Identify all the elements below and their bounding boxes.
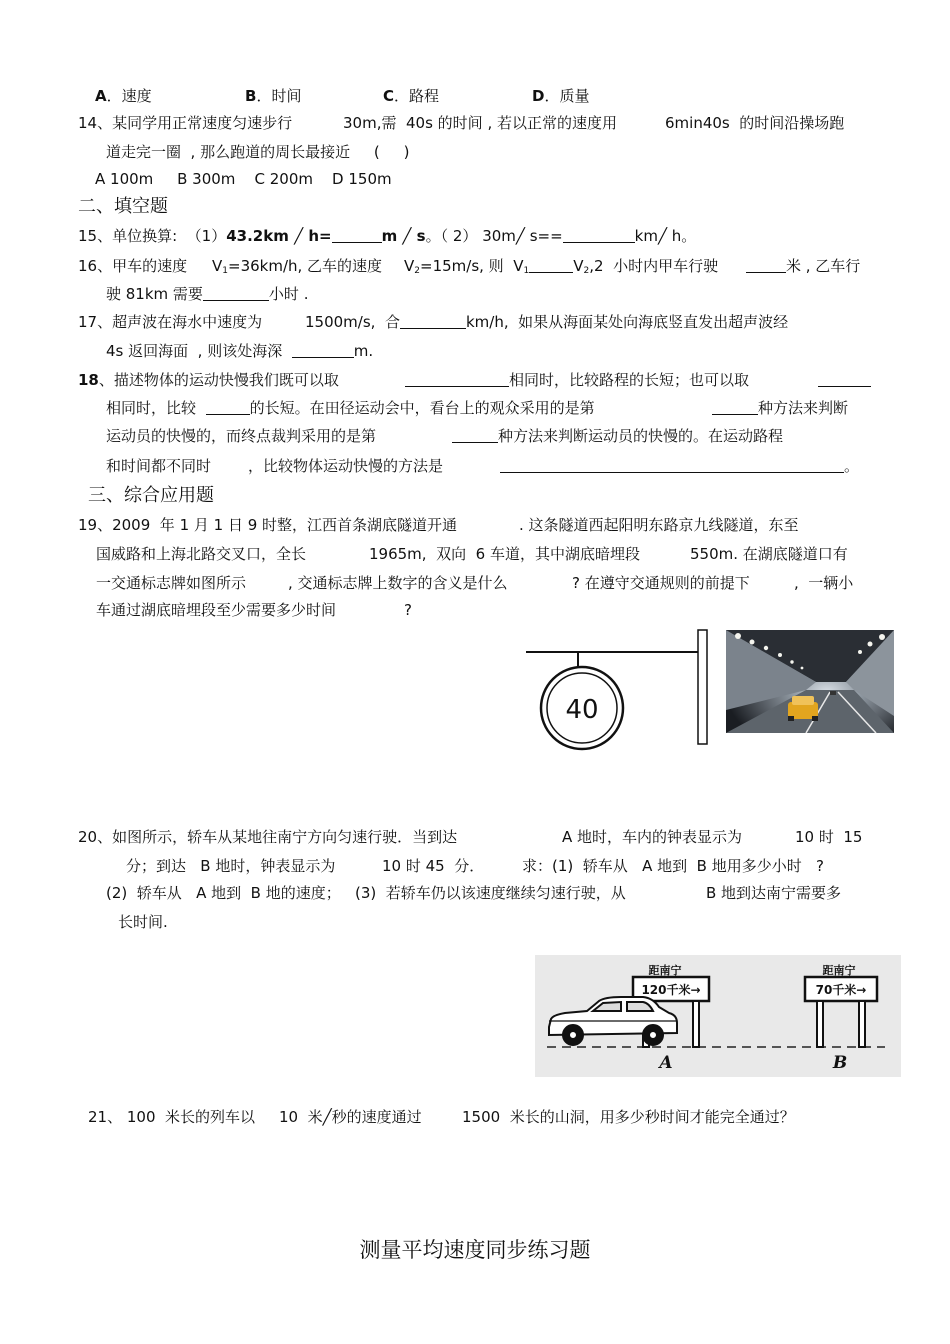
point-b-label: B bbox=[832, 1053, 848, 1073]
q20-line2b: 10 时 45 分． bbox=[382, 857, 485, 875]
q14-line2: 道走完一圈 , 那么跑道的周长最接近 ( ) bbox=[106, 143, 410, 161]
q21-part-a: 21、 100 米长的列车以 bbox=[88, 1108, 256, 1126]
car-distance-signs-figure bbox=[535, 955, 901, 1077]
q14-line1b: 30m,需 40s 的时间 , 若以正常的速度用 bbox=[343, 114, 617, 132]
tunnel-photo bbox=[726, 630, 894, 733]
q19-line3c: ? 在遵守交通规则的前提下 bbox=[572, 574, 750, 592]
q20-line2c: 求：(1) 轿车从 A 地到 B 地用多少小时 ? bbox=[522, 857, 824, 875]
q20-line1c: 10 时 15 bbox=[795, 828, 863, 846]
q18-line3b: 种方法来判断运动员的快慢的。在运动路程 bbox=[452, 426, 783, 446]
q14-line1c: 6min40s 的时间沿操场跑 bbox=[665, 114, 845, 132]
q20-line1b: A 地时，车内的钟表显示为 bbox=[562, 828, 743, 846]
point-a-label: A bbox=[659, 1053, 673, 1073]
q17-line1a: 17、超声波在海水中速度为 bbox=[78, 313, 263, 331]
q13-option-a: A．速度 bbox=[95, 87, 152, 105]
q17-line2: 4s 返回海面 , 则该处海深 m. bbox=[106, 342, 374, 360]
q14-options: A 100m B 300m C 200m D 150m bbox=[95, 170, 392, 188]
q18-line4c: 。 bbox=[500, 456, 859, 476]
q13-option-b: B．时间 bbox=[245, 87, 302, 105]
q19-line3b: , 交通标志牌上数字的含义是什么 bbox=[288, 574, 508, 592]
q20-line4: 长时间. bbox=[118, 913, 168, 931]
speed-limit-value: 40 bbox=[565, 695, 599, 725]
speed-limit-sign-figure bbox=[520, 626, 720, 756]
q20-line2a: 分；到达 B 地时，钟表显示为 bbox=[126, 857, 336, 875]
q16-line1c: $V_2=15m/s$, 则 $V_1$ $V_2,2$ 小时内甲车行驶 bbox=[404, 257, 719, 276]
q13-option-d: D．质量 bbox=[532, 87, 590, 105]
sign-b-distance: 70千米→ bbox=[815, 983, 867, 997]
q19-line1b: . 这条隧道西起阳明东路京九线隧道，东至 bbox=[519, 516, 799, 534]
q19-line2b: 1965m, 双向 6 车道，其中湖底暗埋段 bbox=[369, 545, 640, 563]
q16-line1a: 16、甲车的速度 bbox=[78, 257, 188, 275]
q15-unit-conversion: 15、单位换算: （1）43.2km ╱ h= m ╱ s。（ 2） 30m╱ s== km╱ h。 bbox=[78, 227, 697, 245]
q18-line1b: 相同时，比较路程的长短；也可以取 bbox=[405, 370, 749, 390]
q18-line3a: 运动员的快慢的，而终点裁判采用的是第 bbox=[106, 427, 377, 445]
q20-line3b: B 地到达南宁需要多 bbox=[706, 884, 842, 902]
sign-a-top-label: 距南宁 bbox=[648, 964, 682, 977]
q20-line3a: (2) 轿车从 A 地到 B 地的速度； (3) 若轿车仍以该速度继续匀速行驶，从 bbox=[106, 884, 626, 902]
section-heading-application: 三、综合应用题 bbox=[88, 485, 214, 506]
q21-part-b: 10 米╱秒的速度通过 bbox=[279, 1108, 422, 1126]
q16-line1b: $V_1=36km/h$, 乙车的速度 bbox=[212, 257, 383, 276]
q14-line1a: 14、某同学用正常速度匀速步行 bbox=[78, 114, 293, 132]
q20-line1a: 20、如图所示，轿车从某地往南宁方向匀速行驶．当到达 bbox=[78, 828, 458, 846]
q18-line2a: 相同时，比较 的长短。在田径运动会中，看台上的观众采用的是第 bbox=[106, 399, 595, 417]
q19-line1a: 19、2009 年 1 月 1 日 9 时整，江西首条湖底隧道开通 bbox=[78, 516, 458, 534]
sign-b-top-label: 距南宁 bbox=[822, 964, 856, 977]
q17-line1b: 1500m/s, 合 km/h, 如果从海面某处向海底竖直发出超声波经 bbox=[305, 313, 789, 331]
q21-part-c: 1500 米长的山洞，用多少秒时间才能完全通过？ bbox=[462, 1108, 795, 1126]
next-section-title: 测量平均速度同步练习题 bbox=[359, 1238, 591, 1262]
sign-a-distance: 120千米→ bbox=[641, 983, 701, 997]
q18-line4a: 和时间都不同时 bbox=[106, 457, 212, 475]
q18-blank-2 bbox=[818, 370, 871, 390]
q19-line3a: 一交通标志牌如图所示 bbox=[96, 574, 247, 592]
q19-line4a: 车通过湖底暗埋段至少需要多少时间 bbox=[96, 601, 337, 619]
section-heading-fill-in: 二、填空题 bbox=[78, 196, 168, 217]
q16-line2: 驶 81km 需要 小时 . bbox=[106, 285, 309, 303]
q18-line1a: 18、描述物体的运动快慢我们既可以取 bbox=[78, 371, 339, 389]
q18-line4b: ，比较物体运动快慢的方法是 bbox=[248, 457, 444, 475]
q19-line2c: 550m. 在湖底隧道口有 bbox=[690, 545, 848, 563]
q19-line2a: 国威路和上海北路交叉口，全长 bbox=[96, 545, 307, 563]
q19-line4b: ? bbox=[404, 601, 412, 619]
q19-line3d: , 一辆小 bbox=[794, 574, 854, 592]
q13-option-c: C．路程 bbox=[383, 87, 440, 105]
q16-line1d: 米 , 乙车行 bbox=[746, 256, 860, 276]
q18-line2c: 种方法来判断 bbox=[712, 398, 848, 418]
